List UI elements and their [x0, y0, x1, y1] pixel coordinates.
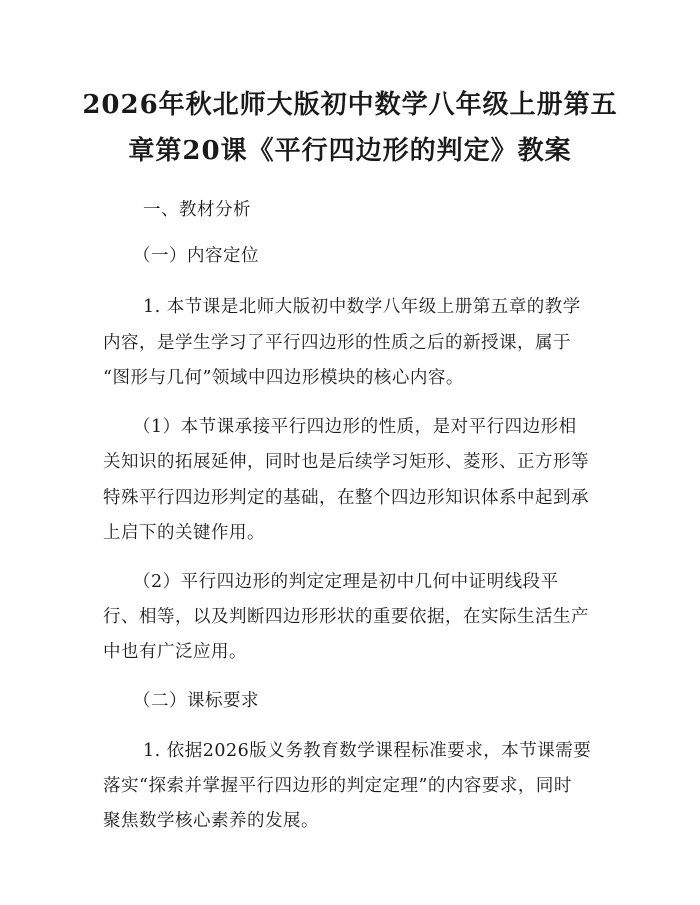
paragraph-line: 中也有广泛应用。	[103, 642, 247, 662]
paragraph-line: 关知识的拓展延伸，同时也是后续学习矩形、菱形、正方形等	[103, 452, 589, 472]
paragraph-line: （1）本节课承接平行四边形的性质，是对平行四边形相	[133, 417, 577, 437]
paragraph-line: 内容，是学生学习了平行四边形的性质之后的新授课，属于	[103, 333, 571, 353]
document-title-line-2: 章第20课《平行四边形的判定》教案	[128, 136, 572, 166]
paragraph-line: “图形与几何”领域中四边形模块的核心内容。	[103, 368, 464, 388]
paragraph-line: 特殊平行四边形判定的基础，在整个四边形知识体系中起到承	[103, 488, 589, 508]
paragraph-line: 行、相等，以及判断四边形形状的重要依据，在实际生活生产	[103, 607, 589, 627]
paragraph-line: 聚焦数学核心素养的发展。	[103, 811, 319, 831]
subsection-heading: （二）课标要求	[133, 691, 259, 711]
subsection-heading: （一）内容定位	[133, 246, 259, 266]
section-heading: 一、教材分析	[143, 200, 251, 220]
paragraph-line: 上启下的关键作用。	[103, 523, 265, 543]
paragraph-line: （2）平行四边形的判定定理是初中几何中证明线段平	[133, 572, 559, 592]
paragraph-line: 1. 本节课是北师大版初中数学八年级上册第五章的教学	[143, 297, 581, 317]
document-title-line-1: 2026年秋北师大版初中数学八年级上册第五	[82, 90, 618, 120]
paragraph-line: 落实“探索并掌握平行四边形的判定定理”的内容要求，同时	[103, 776, 572, 796]
paragraph-line: 1. 依据2026版义务教育数学课程标准要求，本节课需要	[143, 741, 592, 761]
